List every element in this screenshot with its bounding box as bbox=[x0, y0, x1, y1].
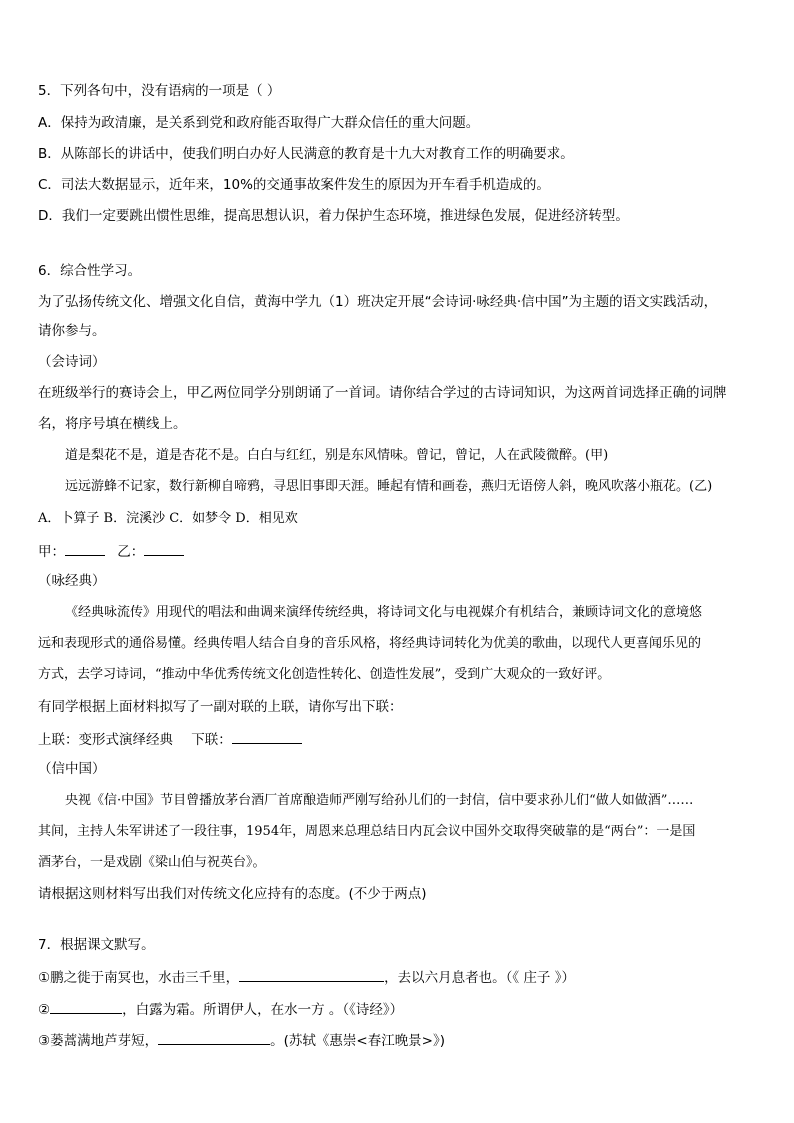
recitation-line-1 bbox=[38, 967, 575, 987]
letter-para-line-2: 其间，主持人朱军讲述了一段往事，1954年，周恩来总理总结日内瓦会议中国外交取得突破靠的是“两台”：一是国 bbox=[38, 824, 696, 839]
q6-intro-line-2: 请你参与。 bbox=[38, 323, 106, 339]
q5-stem: 5．下列各句中，没有语病的一项是（ ） bbox=[38, 83, 281, 99]
q6-stem: 6．综合性学习。 bbox=[38, 263, 142, 279]
poetry-prompt-line-2: 名，将序号填在横线上。 bbox=[38, 416, 187, 432]
answer-yi-blank bbox=[144, 541, 184, 556]
recitation-3-suffix: 。(苏轼《惠崇<春江晚景>》) bbox=[270, 1033, 446, 1049]
q7-stem: 7．根据课文默写。 bbox=[38, 937, 155, 953]
poetry-prompt-line-1: 在班级举行的赛诗会上，甲乙两位同学分别朗诵了一首词。请你结合学过的古诗词知识，为这两首词选择正确的词牌 bbox=[38, 385, 727, 401]
q5-option-d: D．我们一定要跳出惯性思维，提高思想认识，着力保护生态环境，推进绿色发展，促进经济转型。 bbox=[38, 208, 629, 224]
recitation-3-blank bbox=[158, 1030, 270, 1045]
couplet-lower-label: 下联： bbox=[191, 732, 232, 748]
couplet-upper: 上联：变形式演绎经典 bbox=[38, 732, 173, 748]
q6-intro-line-1: 为了弘扬传统文化、增强文化自信，黄海中学九（1）班决定开展“会诗词·咏经典·信中国”为主题的语文实践活动， bbox=[38, 294, 718, 310]
q5-option-b: B．从陈部长的讲话中，使我们明白办好人民满意的教育是十九大对教育工作的明确要求。 bbox=[38, 146, 574, 162]
answer-jia-blank bbox=[65, 541, 105, 556]
classics-para-line-1: 《经典咏流传》用现代的唱法和曲调来演绎传统经典，将诗词文化与电视媒介有机结合，兼顾诗词文化的意境悠 bbox=[65, 605, 703, 620]
section-heading-letter: （信中国） bbox=[38, 761, 106, 777]
poem-jia: 道是梨花不是，道是杏花不是。白白与红红，别是东风情味。曾记，曾记，人在武陵微醉。(甲) bbox=[65, 448, 609, 463]
recitation-2-prefix: ② bbox=[38, 1002, 51, 1018]
recitation-2-blank bbox=[50, 999, 122, 1014]
letter-prompt: 请根据这则材料写出我们对传统文化应持有的态度。(不少于两点) bbox=[38, 886, 427, 902]
letter-para-line-1: 央视《信·中国》节目曾播放茅台酒厂首席酿造师严刚写给孙儿们的一封信，信中要求孙儿们“做人如做酒”…… bbox=[65, 793, 694, 808]
section-heading-poetry: （会诗词） bbox=[38, 354, 106, 370]
poem-yi: 远远游蜂不记家，数行新柳自啼鸦，寻思旧事即天涯。睡起有情和画卷，燕归无语傍人斜，晚风吹落小瓶花。(乙) bbox=[65, 479, 713, 494]
cipai-options: A．卜算子 B．浣溪沙 C．如梦令 D．相见欢 bbox=[38, 511, 298, 526]
recitation-1-prefix: ①鹏之徙于南冥也，水击三千里， bbox=[38, 970, 240, 986]
recitation-line-3 bbox=[38, 1030, 445, 1050]
recitation-2-suffix: ，白露为霜。所谓伊人，在水一方 。（《诗经》） bbox=[122, 1002, 404, 1018]
couplet-row bbox=[38, 729, 302, 749]
section-heading-classics: （咏经典） bbox=[38, 573, 106, 589]
classics-para-line-2: 远和表现形式的通俗易懂。经典传唱人结合自身的音乐风格，将经典诗词转化为优美的歌曲，以现代人更喜闻乐见的 bbox=[38, 636, 702, 651]
classics-para-line-3: 方式，去学习诗词，“推动中华优秀传统文化创造性转化、创造性发展”，受到广大观众的一致好评。 bbox=[38, 667, 611, 682]
couplet-lower-blank bbox=[232, 729, 302, 744]
recitation-1-blank bbox=[239, 967, 384, 982]
q5-option-c: C．司法大数据显示，近年来，10%的交通事故案件发生的原因为开车看手机造成的。 bbox=[38, 177, 550, 193]
recitation-1-suffix: ，去以六月息者也。（《 庄子 》） bbox=[384, 970, 575, 986]
couplet-prompt: 有同学根据上面材料拟写了一副对联的上联，请你写出下联： bbox=[38, 699, 403, 715]
recitation-line-2 bbox=[38, 999, 403, 1019]
answer-jia-label: 甲： bbox=[38, 544, 65, 560]
letter-para-line-3: 酒茅台，一是戏剧《梁山伯与祝英台》。 bbox=[38, 855, 266, 870]
q5-option-a: A．保持为政清廉，是关系到党和政府能否取得广大群众信任的重大问题。 bbox=[38, 115, 480, 131]
recitation-3-prefix: ③蒌蒿满地芦芽短， bbox=[38, 1033, 159, 1049]
answer-row bbox=[38, 541, 184, 561]
answer-yi-label: 乙： bbox=[117, 544, 145, 560]
